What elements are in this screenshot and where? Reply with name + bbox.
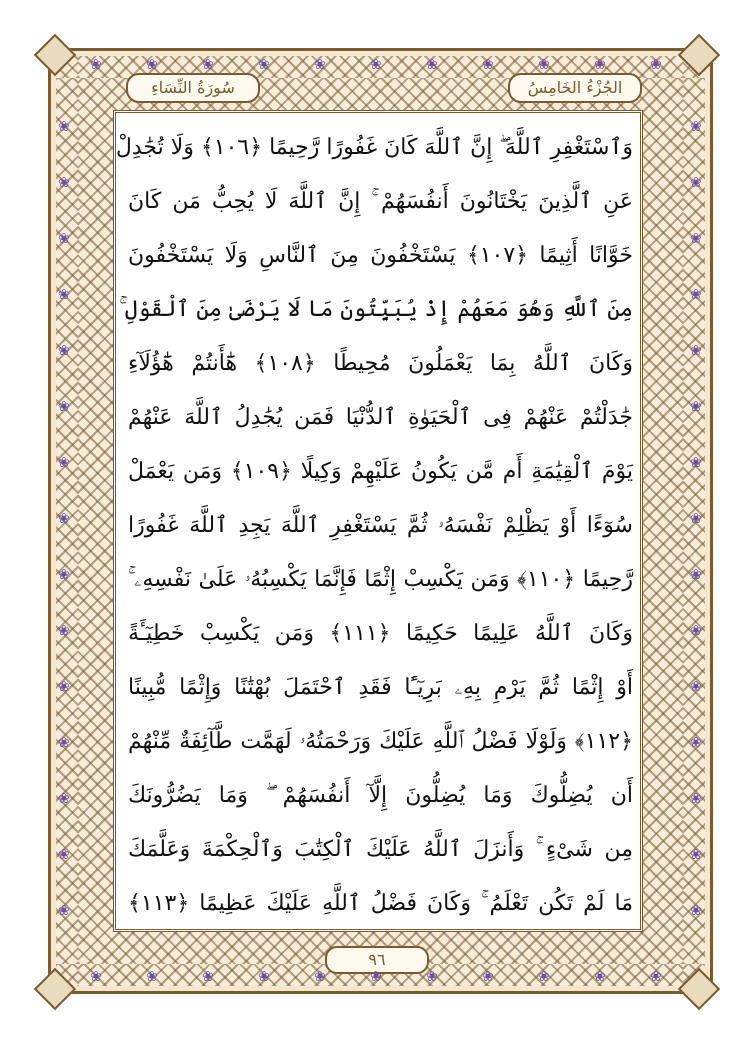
- flower-icon: ❀: [594, 969, 606, 985]
- flower-icon: ❀: [482, 969, 494, 985]
- flower-icon: ❀: [58, 343, 70, 359]
- flower-icon: ❀: [58, 119, 70, 135]
- flower-icon: ❀: [202, 57, 214, 73]
- flower-icon: ❀: [58, 735, 70, 751]
- flower-icon: ❀: [690, 119, 702, 135]
- verse-line: رَّحِيمًا ﴿١١٠﴾ وَمَن يَكْسِبْ إِثْمًا فَإِنَّمَا يَكْسِبُهُۥ عَلَىٰ نَفْسِهِۦ ۚ: [128, 567, 633, 592]
- flower-icon: ❀: [370, 57, 382, 73]
- flower-icon: ❀: [690, 567, 702, 583]
- surah-name-label: سُورَةُ النِّسَاءِ: [126, 73, 260, 103]
- flower-icon: ❀: [58, 791, 70, 807]
- flower-icon: ❀: [538, 969, 550, 985]
- juz-label: الجُزْءُ الخَامِسُ: [508, 73, 642, 103]
- flower-icon: ❀: [538, 57, 550, 73]
- flower-icon: ❀: [58, 231, 70, 247]
- verse-line: عَنِ ٱلَّذِينَ يَخْتَانُونَ أَنفُسَهُمْ ۚ إِنَّ ٱللَّهَ لَا يُحِبُّ مَن كَانَ: [128, 189, 633, 214]
- flower-icon: ❀: [690, 679, 702, 695]
- verse-line: سُوٓءًا أَوْ يَظْلِمْ نَفْسَهُۥ ثُمَّ يَسْتَغْفِرِ ٱللَّهَ يَجِدِ ٱللَّهَ غَفُورًا: [128, 513, 633, 538]
- flower-icon: ❀: [58, 847, 70, 863]
- flower-icon: ❀: [314, 969, 326, 985]
- flower-icon: ❀: [370, 969, 382, 985]
- verse-line: جَٰدَلْتُمْ عَنْهُمْ فِى ٱلْحَيَوٰةِ ٱلدُّنْيَا فَمَن يُجَٰدِلُ ٱللَّهَ عَنْهُمْ: [128, 405, 633, 430]
- verse-line: ﴿١١٢﴾ وَلَوْلَا فَضْلُ ٱللَّهِ عَلَيْكَ وَرَحْمَتُهُۥ لَهَمَّت طَّآئِفَةٌ مِّنْهُمْ: [128, 729, 633, 754]
- flower-icon: ❀: [650, 969, 662, 985]
- page-number: ٩٦: [325, 946, 429, 974]
- flower-icon: ❀: [690, 903, 702, 919]
- verse-line: أَوْ إِثْمًا ثُمَّ يَرْمِ بِهِۦ بَرِيٓـًٔا فَقَدِ ٱحْتَمَلَ بُهْتَٰنًا وَإِثْمًا مُّبِينًا: [128, 675, 633, 700]
- verse-line: أَن يُضِلُّوكَ وَمَا يُضِلُّونَ إِلَّآ أَنفُسَهُمْ ۖ وَمَا يَضُرُّونَكَ: [128, 783, 633, 808]
- flower-icon: ❀: [58, 175, 70, 191]
- flower-icon: ❀: [258, 57, 270, 73]
- flower-icon: ❀: [690, 287, 702, 303]
- flower-icon: ❀: [482, 57, 494, 73]
- flower-icon: ❀: [426, 57, 438, 73]
- verse-line: مِن شَىْءٍ ۚ وَأَنزَلَ ٱللَّهُ عَلَيْكَ ٱلْكِتَٰبَ وَٱلْحِكْمَةَ وَعَلَّمَكَ: [128, 837, 633, 862]
- flower-icon: ❀: [690, 231, 702, 247]
- flower-icon: ❀: [58, 455, 70, 471]
- verse-line: خَوَّانًا أَثِيمًا ﴿١٠٧﴾ يَسْتَخْفُونَ مِنَ ٱلنَّاسِ وَلَا يَسْتَخْفُونَ: [128, 243, 634, 268]
- flower-icon: ❀: [594, 57, 606, 73]
- verse-line: وَٱسْتَغْفِرِ ٱللَّهَ ۖ إِنَّ ٱللَّهَ كَانَ غَفُورًا رَّحِيمًا ﴿١٠٦﴾ وَلَا تُجَٰدِلْ: [115, 135, 633, 160]
- flower-icon: ❀: [690, 735, 702, 751]
- page-header: [78, 70, 685, 102]
- flower-icon: ❀: [58, 287, 70, 303]
- flower-icon: ❀: [58, 567, 70, 583]
- flower-icon: ❀: [90, 969, 102, 985]
- flower-icon: ❀: [690, 847, 702, 863]
- flower-icon: ❀: [58, 623, 70, 639]
- quran-text-area: [115, 118, 640, 928]
- verse-line: مَا لَمْ تَكُن تَعْلَمُ ۚ وَكَانَ فَضْلُ ٱللَّهِ عَلَيْكَ عَظِيمًا ﴿١١٣﴾: [128, 891, 633, 916]
- verse-line: وَكَانَ ٱللَّهُ عَلِيمًا حَكِيمًا ﴿١١١﴾ وَمَن يَكْسِبْ خَطِيٓـَٔةً: [128, 621, 633, 646]
- flower-icon: ❀: [426, 969, 438, 985]
- flower-icon: ❀: [690, 399, 702, 415]
- verse-line: وَكَانَ ٱللَّهُ بِمَا يَعْمَلُونَ مُحِيطًا ﴿١٠٨﴾ هَٰٓأَنتُمْ هَٰٓؤُلَآءِ: [128, 351, 633, 376]
- flower-icon: ❀: [690, 343, 702, 359]
- flower-icon: ❀: [90, 57, 102, 73]
- flower-icon: ❀: [58, 511, 70, 527]
- verse-line: مِنَ ٱللَّهِ وَهُوَ مَعَهُمْ إِذْ يُبَيِّتُونَ مَا لَا يَرْضَىٰ مِنَ ٱلْقَوْلِ ۚ: [119, 297, 633, 322]
- flower-icon: ❀: [58, 679, 70, 695]
- flower-icon: ❀: [690, 511, 702, 527]
- flower-icon: ❀: [690, 791, 702, 807]
- flower-icon: ❀: [690, 623, 702, 639]
- flower-icon: ❀: [650, 57, 662, 73]
- flower-icon: ❀: [146, 57, 158, 73]
- flower-icon: ❀: [690, 175, 702, 191]
- flower-icon: ❀: [314, 57, 326, 73]
- flower-icon: ❀: [58, 903, 70, 919]
- flower-icon: ❀: [690, 455, 702, 471]
- verse-line: يَوْمَ ٱلْقِيَٰمَةِ أَم مَّن يَكُونُ عَلَيْهِمْ وَكِيلًا ﴿١٠٩﴾ وَمَن يَعْمَلْ: [128, 459, 633, 484]
- flower-icon: ❀: [202, 969, 214, 985]
- flower-icon: ❀: [258, 969, 270, 985]
- flower-icon: ❀: [146, 969, 158, 985]
- flower-icon: ❀: [58, 399, 70, 415]
